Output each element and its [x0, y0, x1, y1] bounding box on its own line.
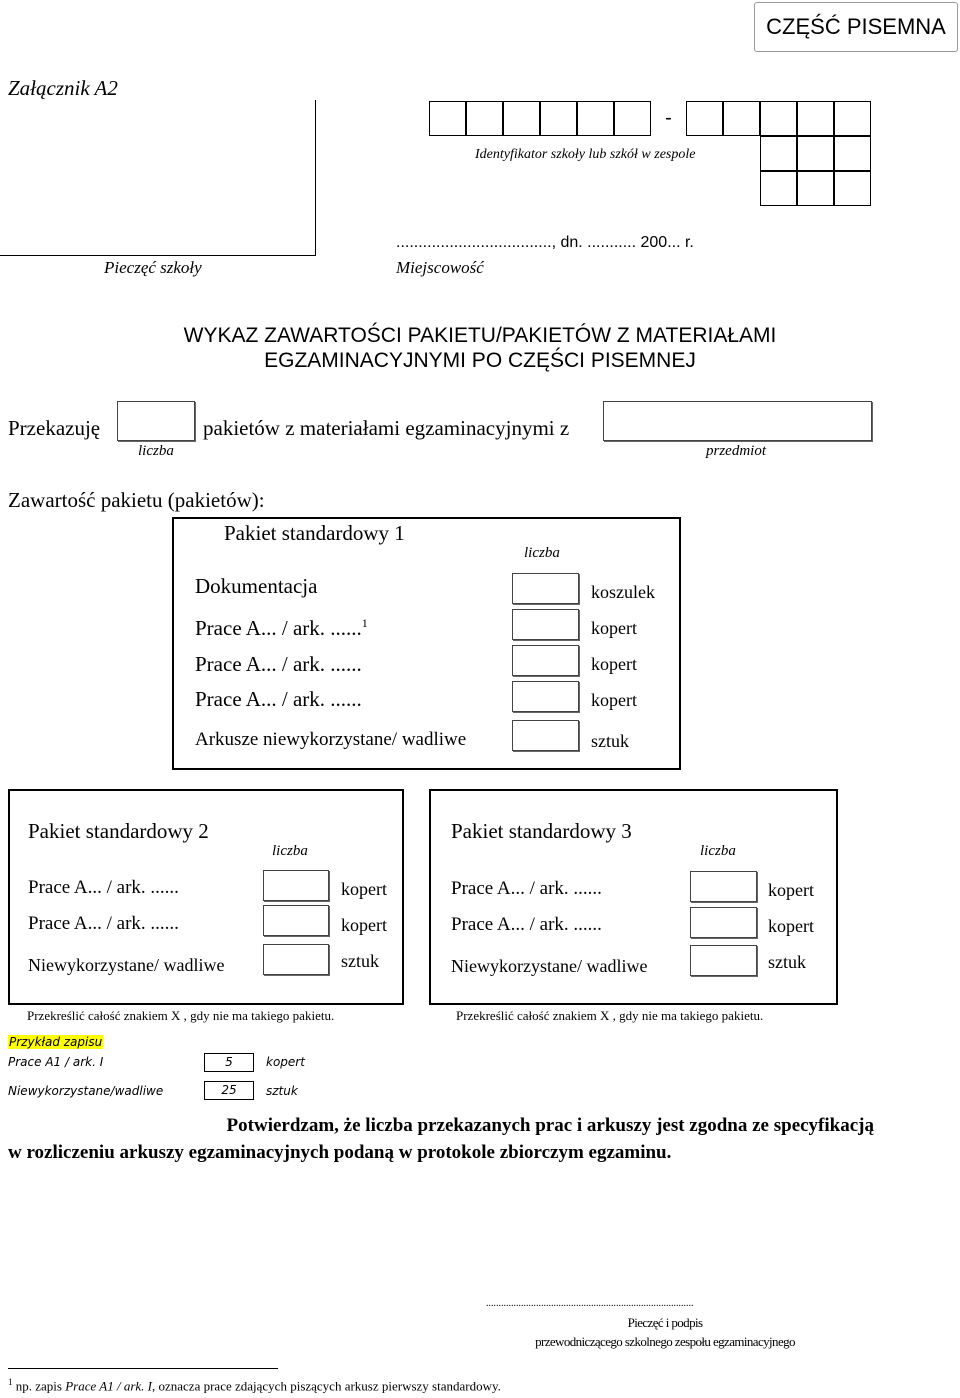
package-1-row-unit: kopert	[591, 690, 637, 710]
id-cell[interactable]	[797, 136, 834, 171]
package-2-row-field[interactable]	[263, 944, 329, 975]
annex-label: Załącznik A2	[8, 76, 118, 100]
package-1-title: Pakiet standardowy 1	[224, 521, 405, 545]
stamp-caption: Pieczęć szkoły	[104, 258, 202, 277]
section-badge	[754, 2, 958, 52]
package-2-row-field[interactable]	[263, 870, 329, 901]
school-id-caption: Identyfikator szkoły lub szkół w zespole	[475, 147, 696, 162]
package-1-row-unit: kopert	[591, 654, 637, 674]
signature-caption	[480, 1313, 850, 1351]
package-1-row-field[interactable]	[512, 645, 579, 676]
package-1-row-label: Prace A... / ark. ......$^1$	[195, 616, 368, 640]
package-1-row-label: Prace A... / ark. ......	[195, 652, 362, 676]
package-2-row-unit: sztuk	[341, 951, 379, 971]
id-cell[interactable]	[834, 136, 871, 171]
id-cell[interactable]	[540, 101, 577, 136]
example-row2-unit: sztuk	[266, 1084, 298, 1098]
id-cell[interactable]	[466, 101, 503, 136]
id-cell[interactable]	[577, 101, 614, 136]
id-cell[interactable]	[614, 101, 651, 136]
package-1-row-label: Prace A... / ark. ......	[195, 687, 362, 711]
package-1-row-unit: koszulek	[591, 582, 655, 602]
footnote-separator	[8, 1368, 278, 1369]
package-1-row-field[interactable]	[512, 681, 579, 712]
section-badge-text: CZĘŚĆ PISEMNA	[766, 14, 946, 39]
package-1-row-field[interactable]	[512, 720, 579, 751]
transfer-middle: pakietów z materiałami egzaminacyjnymi z	[203, 416, 570, 440]
example-row2-label: Niewykorzystane/wadliwe	[8, 1084, 164, 1098]
package-1-row-label: Arkusze niewykorzystane/ wadliwe	[195, 729, 467, 750]
package-3-row-label: Prace A... / ark. ......	[451, 878, 602, 899]
package-3-row-field[interactable]	[690, 907, 757, 938]
subject-caption: przedmiot	[706, 443, 766, 459]
package-3-row-unit: kopert	[768, 916, 814, 936]
id-cell[interactable]	[797, 171, 834, 206]
footnote: $^1$ np. zapis Prace A1 / ark. I, oznacza prace zdających piszących arkusz pierwszy standardowy.	[8, 1377, 501, 1394]
date-line[interactable]: ..................................., dn. ........... 200... r.	[396, 234, 694, 251]
id-cell[interactable]	[760, 101, 797, 136]
page-title	[0, 323, 960, 373]
confirmation-line2: w rozliczeniu arkuszy egzaminacyjnych podaną w protokole zbiorczym egzaminu.	[8, 1142, 672, 1163]
package-3-title: Pakiet standardowy 3	[451, 819, 632, 843]
signature-dots[interactable]: ...................................................................................	[486, 1298, 694, 1309]
signature-line1: Pieczęć i podpis	[627, 1315, 703, 1330]
id-cell[interactable]	[429, 101, 466, 136]
package-count-caption: liczba	[138, 443, 174, 459]
example-row1-unit: kopert	[266, 1055, 305, 1069]
stamp-area-bottom-line	[0, 255, 316, 256]
package-2-row-label: Niewykorzystane/ wadliwe	[28, 955, 225, 975]
package-2-count-caption: liczba	[272, 843, 308, 859]
example-heading: Przykład zapisu	[9, 1035, 103, 1049]
example-row1-label: Prace A1 / ark. I	[8, 1055, 104, 1069]
page-title-line2: EGZAMINACYJNYMI PO CZĘŚCI PISEMNEJ	[264, 349, 696, 372]
package-3-row-field[interactable]	[690, 871, 757, 902]
place-caption: Miejscowość	[396, 258, 484, 277]
stamp-area-right-line	[315, 100, 316, 256]
id-cell[interactable]	[834, 171, 871, 206]
signature-line2: przewodniczącego szkolnego zespołu egzaminacyjnego	[535, 1334, 795, 1349]
package-3-row-label: Prace A... / ark. ......	[451, 914, 602, 935]
contents-heading: Zawartość pakietu (pakietów):	[8, 488, 265, 512]
footnote-ref: 1	[361, 616, 368, 630]
package-3-note: Przekreślić całość znakiem X , gdy nie ma takiego pakietu.	[456, 1008, 764, 1023]
id-cell[interactable]	[503, 101, 540, 136]
transfer-prefix: Przekazuję	[8, 416, 101, 440]
id-cell[interactable]	[686, 101, 723, 136]
confirmation-line1: Potwierdzam, że liczba przekazanych prac i arkuszy jest zgodna ze specyfikacją	[226, 1115, 874, 1136]
id-cell[interactable]	[760, 136, 797, 171]
package-1-row-field[interactable]	[512, 573, 579, 604]
package-2-row-unit: kopert	[341, 915, 387, 935]
package-1-row-unit: kopert	[591, 618, 637, 638]
package-1-row-unit: sztuk	[591, 731, 629, 751]
package-3-row-unit: kopert	[768, 880, 814, 900]
example-row1-value: 5	[204, 1053, 254, 1072]
package-2-row-label: Prace A... / ark. ......	[28, 877, 179, 898]
package-2-row-label: Prace A... / ark. ......	[28, 913, 179, 934]
example-row2-value: 25	[204, 1081, 254, 1100]
confirmation-text	[8, 1112, 952, 1166]
id-cell[interactable]	[834, 101, 871, 136]
package-3-row-label: Niewykorzystane/ wadliwe	[451, 956, 648, 976]
id-cell[interactable]	[797, 101, 834, 136]
package-3-row-field[interactable]	[690, 945, 757, 976]
id-cell[interactable]	[760, 171, 797, 206]
page-title-line1: WYKAZ ZAWARTOŚCI PAKIETU/PAKIETÓW Z MATERIAŁAMI	[183, 324, 777, 347]
package-count-field[interactable]	[117, 401, 195, 441]
package-1-row-label: Dokumentacja	[195, 574, 318, 598]
package-1-count-caption: liczba	[524, 545, 560, 561]
package-2-title: Pakiet standardowy 2	[28, 819, 209, 843]
package-2-row-unit: kopert	[341, 879, 387, 899]
id-dash: -	[665, 107, 672, 129]
package-3-row-unit: sztuk	[768, 952, 806, 972]
package-3-count-caption: liczba	[700, 843, 736, 859]
package-2-row-field[interactable]	[263, 905, 329, 936]
package-2-note: Przekreślić całość znakiem X , gdy nie ma takiego pakietu.	[27, 1008, 335, 1023]
package-1-row-field[interactable]	[512, 609, 579, 640]
subject-field[interactable]	[603, 401, 872, 441]
footnote-mark: 1	[8, 1377, 13, 1387]
id-cell[interactable]	[723, 101, 760, 136]
